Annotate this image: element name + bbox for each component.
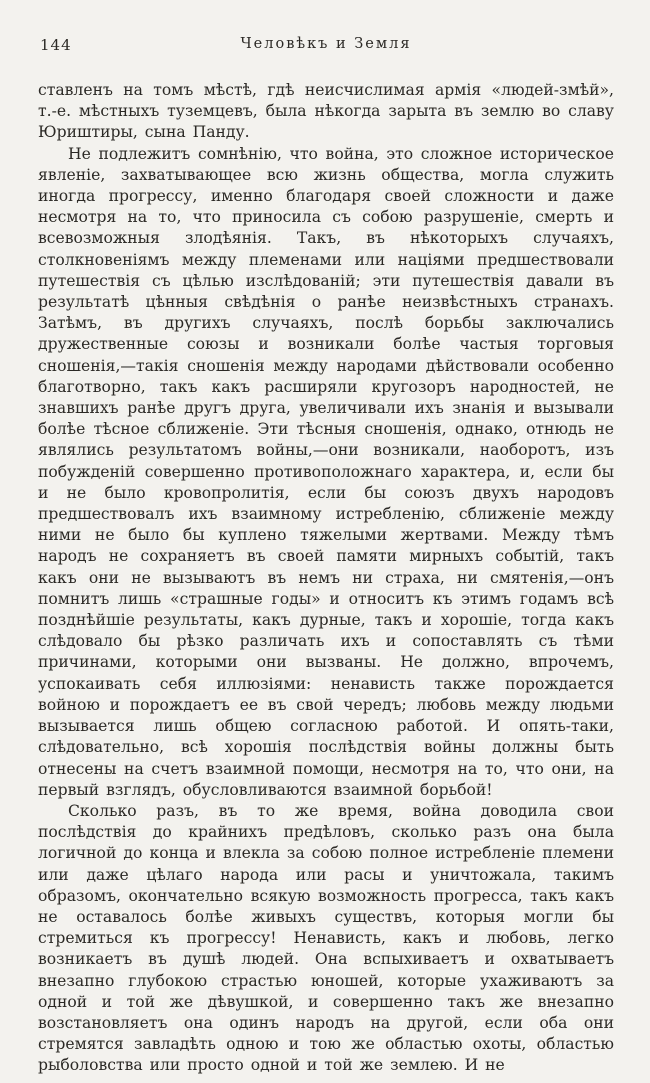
running-title: Человѣкъ и Земля: [240, 36, 412, 52]
page-header: [38, 36, 614, 60]
body-paragraph: Не подлежитъ сомнѣнію, что война, это сложное историческое явленіе, захватывающее всю жизнь общества, могла служить иногда прогрессу, именно благодаря своей сложности и даже несмотря на то, что приносила съ собою разрушеніе, смерть и всевозможныя злодѣянія. Такъ, въ нѣкоторыхъ случаяхъ, столкновеніямъ между племенами или націями предшествовали путешествія съ цѣлью изслѣдованій; эти путешествія давали въ результатѣ цѣнныя свѣдѣнія о ранѣе неизвѣстныхъ странахъ. Затѣмъ, въ другихъ случаяхъ, послѣ борьбы заключались дружественные союзы и возникали болѣе частыя торговыя сношенія,—такія сношенія между народами дѣйствовали особенно благотворно, такъ какъ расширяли кругозоръ народностей, не знавшихъ ранѣе другъ друга, увеличивали ихъ знанія и вызывали болѣе тѣсное сближеніе. Эти тѣсныя сношенія, однако, отнюдь не являлись результатомъ войны,—они возникали, наоборотъ, изъ побужденій совершенно противоположнаго характера, и, если бы и не было кровопролитія, если бы союзъ двухъ народовъ предшествовалъ ихъ взаимному истребленію, сближеніе между ними не было бы куплено тяжелыми жертвами. Между тѣмъ народъ не сохраняетъ въ своей памяти мирныхъ событій, такъ какъ они не вызываютъ въ немъ ни страха, ни смятенія,—онъ помнитъ лишь «страшные годы» и относитъ къ этимъ годамъ всѣ позднѣйшіе результаты, какъ дурные, такъ и хорошіе, тогда какъ слѣдовало бы рѣзко различать ихъ и сопоставлять съ тѣми причинами, которыми они вызваны. Не должно, впрочемъ, успокаивать себя иллюзіями: ненависть также порождается войною и порождаетъ ее въ свой чередъ; любовь между людьми вызывается лишь общею согласною работой. И опять-таки, слѣдовательно, всѣ хорошія послѣдствія войны должны быть отнесены на счетъ взаимной помощи, несмотря на то, что они, на первый взглядъ, обусловливаются взаимной борьбой!: [38, 144, 614, 799]
page-body: [38, 80, 614, 1077]
body-paragraph: Сколько разъ, въ то же время, война доводила свои послѣдствія до крайнихъ предѣловъ, сколько разъ она была логичной до конца и влекла за собою полное истребленіе племени или даже цѣлаго народа или расы и уничтожала, такимъ образомъ, окончательно всякую возможность прогресса, такъ какъ не оставалось болѣе живыхъ существъ, которыя могли бы стремиться къ прогрессу! Ненависть, какъ и любовь, легко возникаетъ въ душѣ людей. Она вспыхиваетъ и охватываетъ внезапно глубокою страстью юношей, которые ухаживаютъ за одной и той же дѣвушкой, и совершенно такъ же внезапно возстановляетъ она одинъ народъ на другой, если оба они стремятся завладѣть одною и тою же областью охоты, областью рыболовства или просто одной и той же землею. И не: [38, 801, 614, 1075]
body-paragraph: ставленъ на томъ мѣстѣ, гдѣ неисчислимая армія «людей-змѣй», т.-е. мѣстныхъ туземцевъ, была нѣкогда зарыта въ землю во славу Юриштиры, сына Панду.: [38, 81, 614, 142]
page-number: 144: [40, 36, 72, 54]
